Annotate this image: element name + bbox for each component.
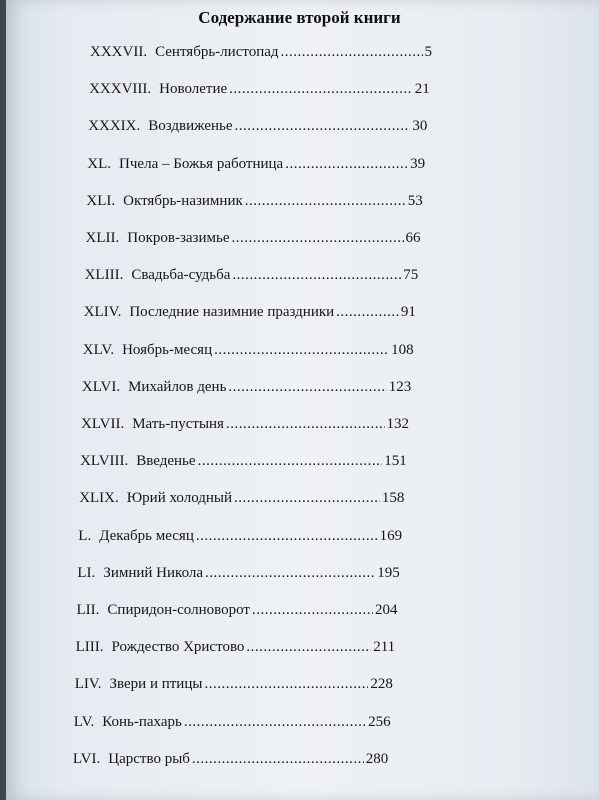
toc-heading: Содержание второй книги (198, 8, 401, 27)
dot-leader (285, 156, 408, 173)
dot-leader (235, 118, 411, 135)
dot-leader (204, 676, 368, 693)
toc-entry (89, 81, 430, 103)
chapter-title: Конь-пахарь (102, 713, 182, 730)
chapter-number: LIV. (74, 676, 102, 693)
chapter-number: XLVI. (81, 378, 121, 395)
toc-entry (78, 528, 402, 550)
chapter-title: Новолетие (159, 81, 228, 98)
chapter-title: Покров-зазимье (127, 230, 230, 246)
page-number: 39 (410, 155, 426, 172)
toc-entry (86, 193, 422, 215)
chapter-title: Ноябрь-месяц (122, 341, 213, 358)
chapter-number: LVI. (72, 750, 101, 767)
toc-entry (76, 639, 396, 661)
page-number: 195 (377, 564, 400, 581)
chapter-number: LV. (73, 713, 95, 730)
chapter-number: XLIV. (83, 304, 122, 321)
dot-leader (214, 342, 389, 359)
chapter-number: XLI. (86, 192, 116, 209)
dot-leader (196, 528, 378, 545)
toc-entry (84, 304, 416, 326)
chapter-number: XLVII. (81, 416, 125, 432)
page-number: 30 (412, 118, 428, 135)
chapter-title: Царство рыб (108, 750, 190, 767)
dot-leader (205, 565, 375, 582)
chapter-title: Звери и птицы (109, 676, 203, 693)
chapter-number: XLVIII. (80, 453, 129, 470)
chapter-title: Рождество Христово (111, 639, 245, 656)
chapter-number: XLIX. (79, 490, 119, 507)
page-number: 21 (414, 81, 430, 98)
chapter-title: Последние назимние праздники (129, 304, 335, 321)
chapter-number: XLII. (85, 230, 120, 246)
toc-entry (87, 156, 425, 178)
toc-entry (79, 490, 404, 512)
toc-entry (77, 565, 399, 587)
toc-entry (82, 379, 411, 401)
dot-leader (229, 81, 413, 98)
toc-entry (81, 416, 409, 438)
page-number: 5 (424, 44, 432, 60)
chapter-title: Воздвиженье (148, 118, 233, 135)
chapter-title: Михайлов день (128, 378, 227, 395)
page-number: 75 (403, 267, 419, 284)
dot-leader (231, 230, 403, 247)
toc-entry (80, 453, 407, 475)
chapter-title: Спиридон-солноворот (107, 602, 250, 618)
dot-leader (228, 379, 386, 396)
page-number: 108 (391, 341, 414, 358)
chapter-title: Октябрь-назимник (123, 192, 243, 209)
dot-leader (192, 751, 364, 768)
dot-leader (198, 453, 383, 470)
page-number: 228 (370, 676, 393, 693)
chapter-title: Свадьба-судьба (131, 267, 231, 284)
chapter-number: XXXIX. (88, 118, 141, 135)
chapter-number: XLIII. (84, 267, 124, 284)
toc-entry (74, 714, 391, 736)
dot-leader (252, 602, 373, 619)
chapter-number: XLV. (82, 341, 115, 358)
page-number: 123 (388, 378, 412, 395)
chapter-number: L. (78, 527, 92, 544)
dot-leader (184, 714, 366, 731)
toc-entry (75, 676, 393, 698)
toc-entry (77, 602, 398, 624)
toc-entry (73, 751, 388, 773)
page-number: 211 (373, 639, 396, 656)
page-number: 256 (368, 713, 391, 730)
dot-leader (232, 267, 401, 284)
page-number: 204 (375, 602, 398, 618)
dot-leader (234, 490, 380, 507)
page-number: 151 (384, 453, 407, 470)
dot-leader (281, 44, 423, 61)
chapter-title: Декабрь месяц (99, 527, 194, 544)
page-number: 158 (381, 490, 405, 507)
toc-entry (90, 44, 432, 66)
chapter-number: LIII. (75, 639, 104, 656)
toc-entry (88, 118, 427, 140)
chapter-title: Сентябрь-листопад (155, 44, 279, 60)
page-number: 132 (386, 416, 409, 432)
chapter-title: Зимний Никола (103, 564, 204, 581)
dot-leader (245, 193, 406, 210)
toc-entry (83, 342, 414, 364)
page-number: 169 (379, 527, 403, 544)
page-number: 91 (400, 304, 416, 321)
toc-entry (86, 230, 421, 252)
chapter-number: XXXVII. (90, 44, 148, 60)
page-number: 280 (365, 750, 389, 767)
chapter-number: LII. (76, 602, 100, 618)
dot-leader (246, 639, 371, 656)
dot-leader (226, 416, 385, 433)
chapter-title: Юрий холодный (126, 490, 233, 507)
chapter-title: Мать-пустыня (132, 416, 224, 432)
dot-leader (336, 304, 399, 321)
chapter-title: Введенье (136, 453, 196, 470)
chapter-number: LI. (77, 564, 96, 581)
page-number: 53 (407, 192, 423, 209)
chapter-number: XL. (87, 155, 112, 172)
chapter-number: XXXVIII. (89, 81, 152, 98)
page-number: 66 (405, 230, 421, 246)
toc-entry (85, 267, 419, 289)
chapter-title: Пчела – Божья работница (119, 155, 284, 172)
